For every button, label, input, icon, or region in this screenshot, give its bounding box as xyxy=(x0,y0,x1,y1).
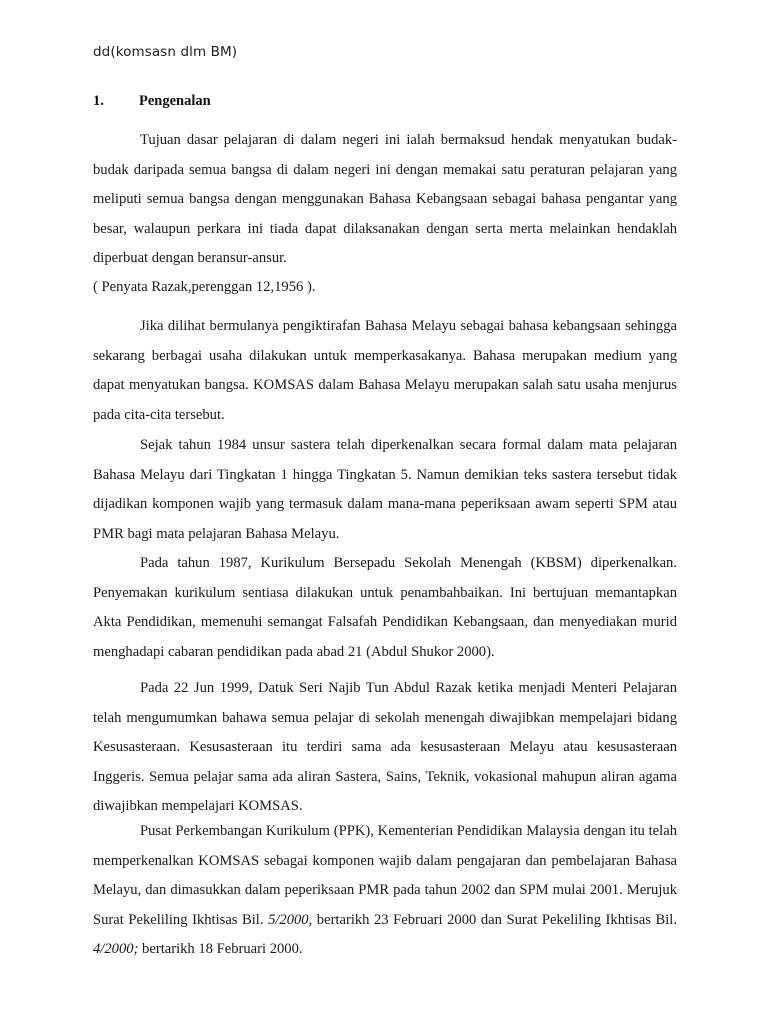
paragraph-6-block xyxy=(93,817,677,965)
paragraph-3: Sejak tahun 1984 unsur sastera telah diperkenalkan secara formal dalam mata pelajaran Bahasa Melayu dari Tingkatan 1 hingga Tingkatan 5. Namun demikian teks sastera tersebut tidak dijadikan komponen wajib yang termasuk dalam mana-mana peperiksaan awam seperti SPM atau PMR bagi mata pelajaran Bahasa Melayu. xyxy=(93,437,677,542)
paragraph-6-text-1: Pusat Perkembangan Kurikulum (PPK), Kementerian Pendidikan Malaysia dengan itu telah memperkenalkan KOMSAS sebagai komponen wajib dalam pengajaran dan pembelajaran Bahasa Melayu, dan dimasukkan dalam peperiksaan PMR pada tahun 2002 dan SPM mulai 2001. Merujuk Surat Pekeliling Ikhtisas Bil. xyxy=(93,823,677,928)
paragraph-5-block xyxy=(93,674,677,822)
paragraph-6-text-2: bertarikh 23 Februari 2000 dan Surat Pekeliling Ikhtisas Bil. xyxy=(312,911,677,928)
paragraph-1-block xyxy=(93,126,677,274)
paragraph-4-block xyxy=(93,549,677,667)
circular-reference-1: 5/2000, xyxy=(268,911,313,928)
paragraph-6 xyxy=(93,817,677,965)
citation: ( Penyata Razak,perenggan 12,1956 ). xyxy=(93,279,316,295)
circular-reference-2: 4/2000; xyxy=(93,941,139,958)
paragraph-5: Pada 22 Jun 1999, Datuk Seri Najib Tun Abdul Razak ketika menjadi Menteri Pelajaran telah mengumumkan bahawa semua pelajar di sekolah menengah diwajibkan mempelajari bidang Kesusasteraan. Kesusasteraan itu terdiri sama ada kesusasteraan Melayu atau kesusasteraan Inggeris. Semua pelajar sama ada aliran Sastera, Sains, Teknik, vokasional mahupun aliran agama diwajibkan mempelajari KOMSAS. xyxy=(93,680,677,815)
section-heading xyxy=(93,93,211,110)
citation-block xyxy=(93,273,677,303)
section-title: Pengenalan xyxy=(139,93,211,109)
paragraph-3-block xyxy=(93,431,677,549)
paragraph-4: Pada tahun 1987, Kurikulum Bersepadu Sekolah Menengah (KBSM) diperkenalkan. Penyemakan kurikulum sentiasa dilakukan untuk penambahbaikan. Ini bertujuan memantapkan Akta Pendidikan, memenuhi semangat Falsafah Pendidikan Kebangsaan, dan menyediakan murid menghadapi cabaran pendidikan pada abad 21 (Abdul Shukor 2000). xyxy=(93,555,677,660)
paragraph-2-block xyxy=(93,312,677,430)
section-number: 1. xyxy=(93,93,104,109)
paragraph-1: Tujuan dasar pelajaran di dalam negeri ini ialah bermaksud hendak menyatukan budak-budak daripada semua bangsa di dalam negeri ini dengan memakai satu peraturan pelajaran yang meliputi semua bangsa dengan menggunakan Bahasa Kebangsaan sebagai bahasa pengantar yang besar, walaupun perkara ini tiada dapat dilaksanakan dengan serta merta melainkan hendaklah diperbuat dengan beransur-ansur. xyxy=(93,132,677,267)
paragraph-6-text-3: bertarikh 18 Februari 2000. xyxy=(138,941,303,958)
paragraph-2: Jika dilihat bermulanya pengiktirafan Bahasa Melayu sebagai bahasa kebangsaan sehingga sekarang berbagai usaha dilakukan untuk memperkasakanya. Bahasa merupakan medium yang dapat menyatukan bangsa. KOMSAS dalam Bahasa Melayu merupakan salah satu usaha menjurus pada cita-cita tersebut. xyxy=(93,318,677,423)
document-header: dd(komsasn dlm BM) xyxy=(93,44,238,60)
